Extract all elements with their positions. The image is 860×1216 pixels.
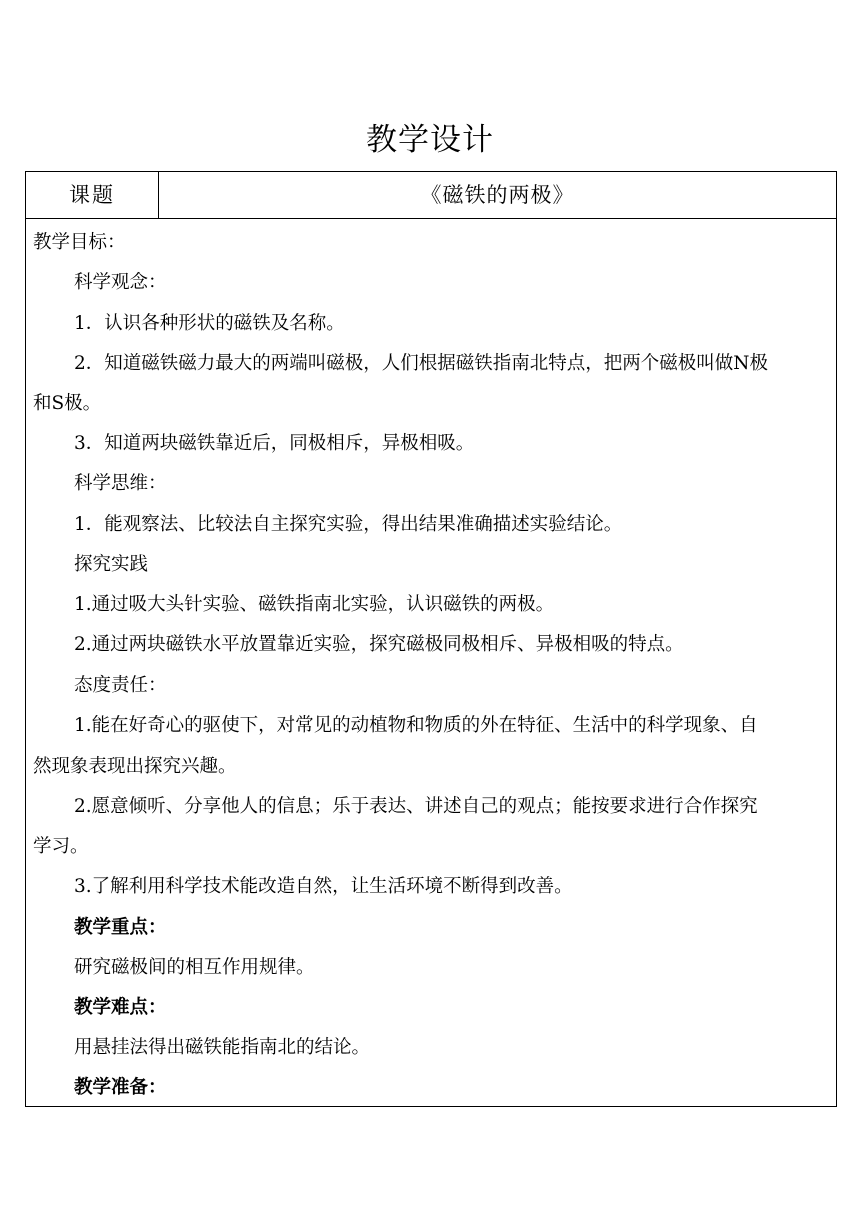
topic-value: 《磁铁的两极》: [420, 183, 575, 207]
attitude-item-3: 3.了解利用科学技术能改造自然，让生活环境不断得到改善。: [74, 876, 573, 897]
concept-item-2-line-1: 2．知道磁铁磁力最大的两端叫磁极，人们根据磁铁指南北特点，把两个磁极叫做N极: [74, 353, 768, 374]
attitude-item-1-line-2: 然现象表现出探究兴趣。: [33, 756, 237, 777]
attitude-item-2-line-1: 2.愿意倾听、分享他人的信息；乐于表达、讲述自己的观点；能按要求进行合作探究: [74, 796, 758, 817]
lesson-table: [25, 171, 837, 1107]
attitude-item-2-line-2: 学习。: [33, 836, 89, 857]
concept-heading: 科学观念：: [74, 272, 167, 293]
content-cell: [26, 219, 836, 1106]
thinking-heading: 科学思维：: [74, 473, 167, 494]
difficulty-heading: 教学难点：: [74, 997, 167, 1018]
difficulty-text: 用悬挂法得出磁铁能指南北的结论。: [74, 1037, 371, 1058]
objectives-heading: 教学目标：: [33, 232, 126, 253]
topic-label: 课题: [26, 172, 159, 218]
key-point-heading: 教学重点：: [74, 917, 167, 938]
practice-item-1: 1.通过吸大头针实验、磁铁指南北实验，认识磁铁的两极。: [74, 594, 555, 615]
topic-row: [26, 172, 836, 219]
concept-item-3: 3．知道两块磁铁靠近后，同极相斥，异极相吸。: [74, 433, 475, 454]
attitude-item-1-line-1: 1.能在好奇心的驱使下，对常见的动植物和物质的外在特征、生活中的科学现象、自: [74, 715, 758, 736]
concept-item-2-line-2: 和S极。: [33, 393, 102, 414]
document-title: 教学设计: [366, 122, 494, 158]
attitude-heading: 态度责任：: [74, 675, 167, 696]
preparation-heading: 教学准备：: [74, 1077, 167, 1098]
concept-item-1: 1．认识各种形状的磁铁及名称。: [74, 313, 345, 334]
thinking-item-1: 1．能观察法、比较法自主探究实验，得出结果准确描述实验结论。: [74, 514, 623, 535]
key-point-text: 研究磁极间的相互作用规律。: [74, 957, 315, 978]
practice-item-2: 2.通过两块磁铁水平放置靠近实验，探究磁极同极相斥、异极相吸的特点。: [74, 634, 684, 655]
practice-heading: 探究实践: [74, 554, 149, 575]
